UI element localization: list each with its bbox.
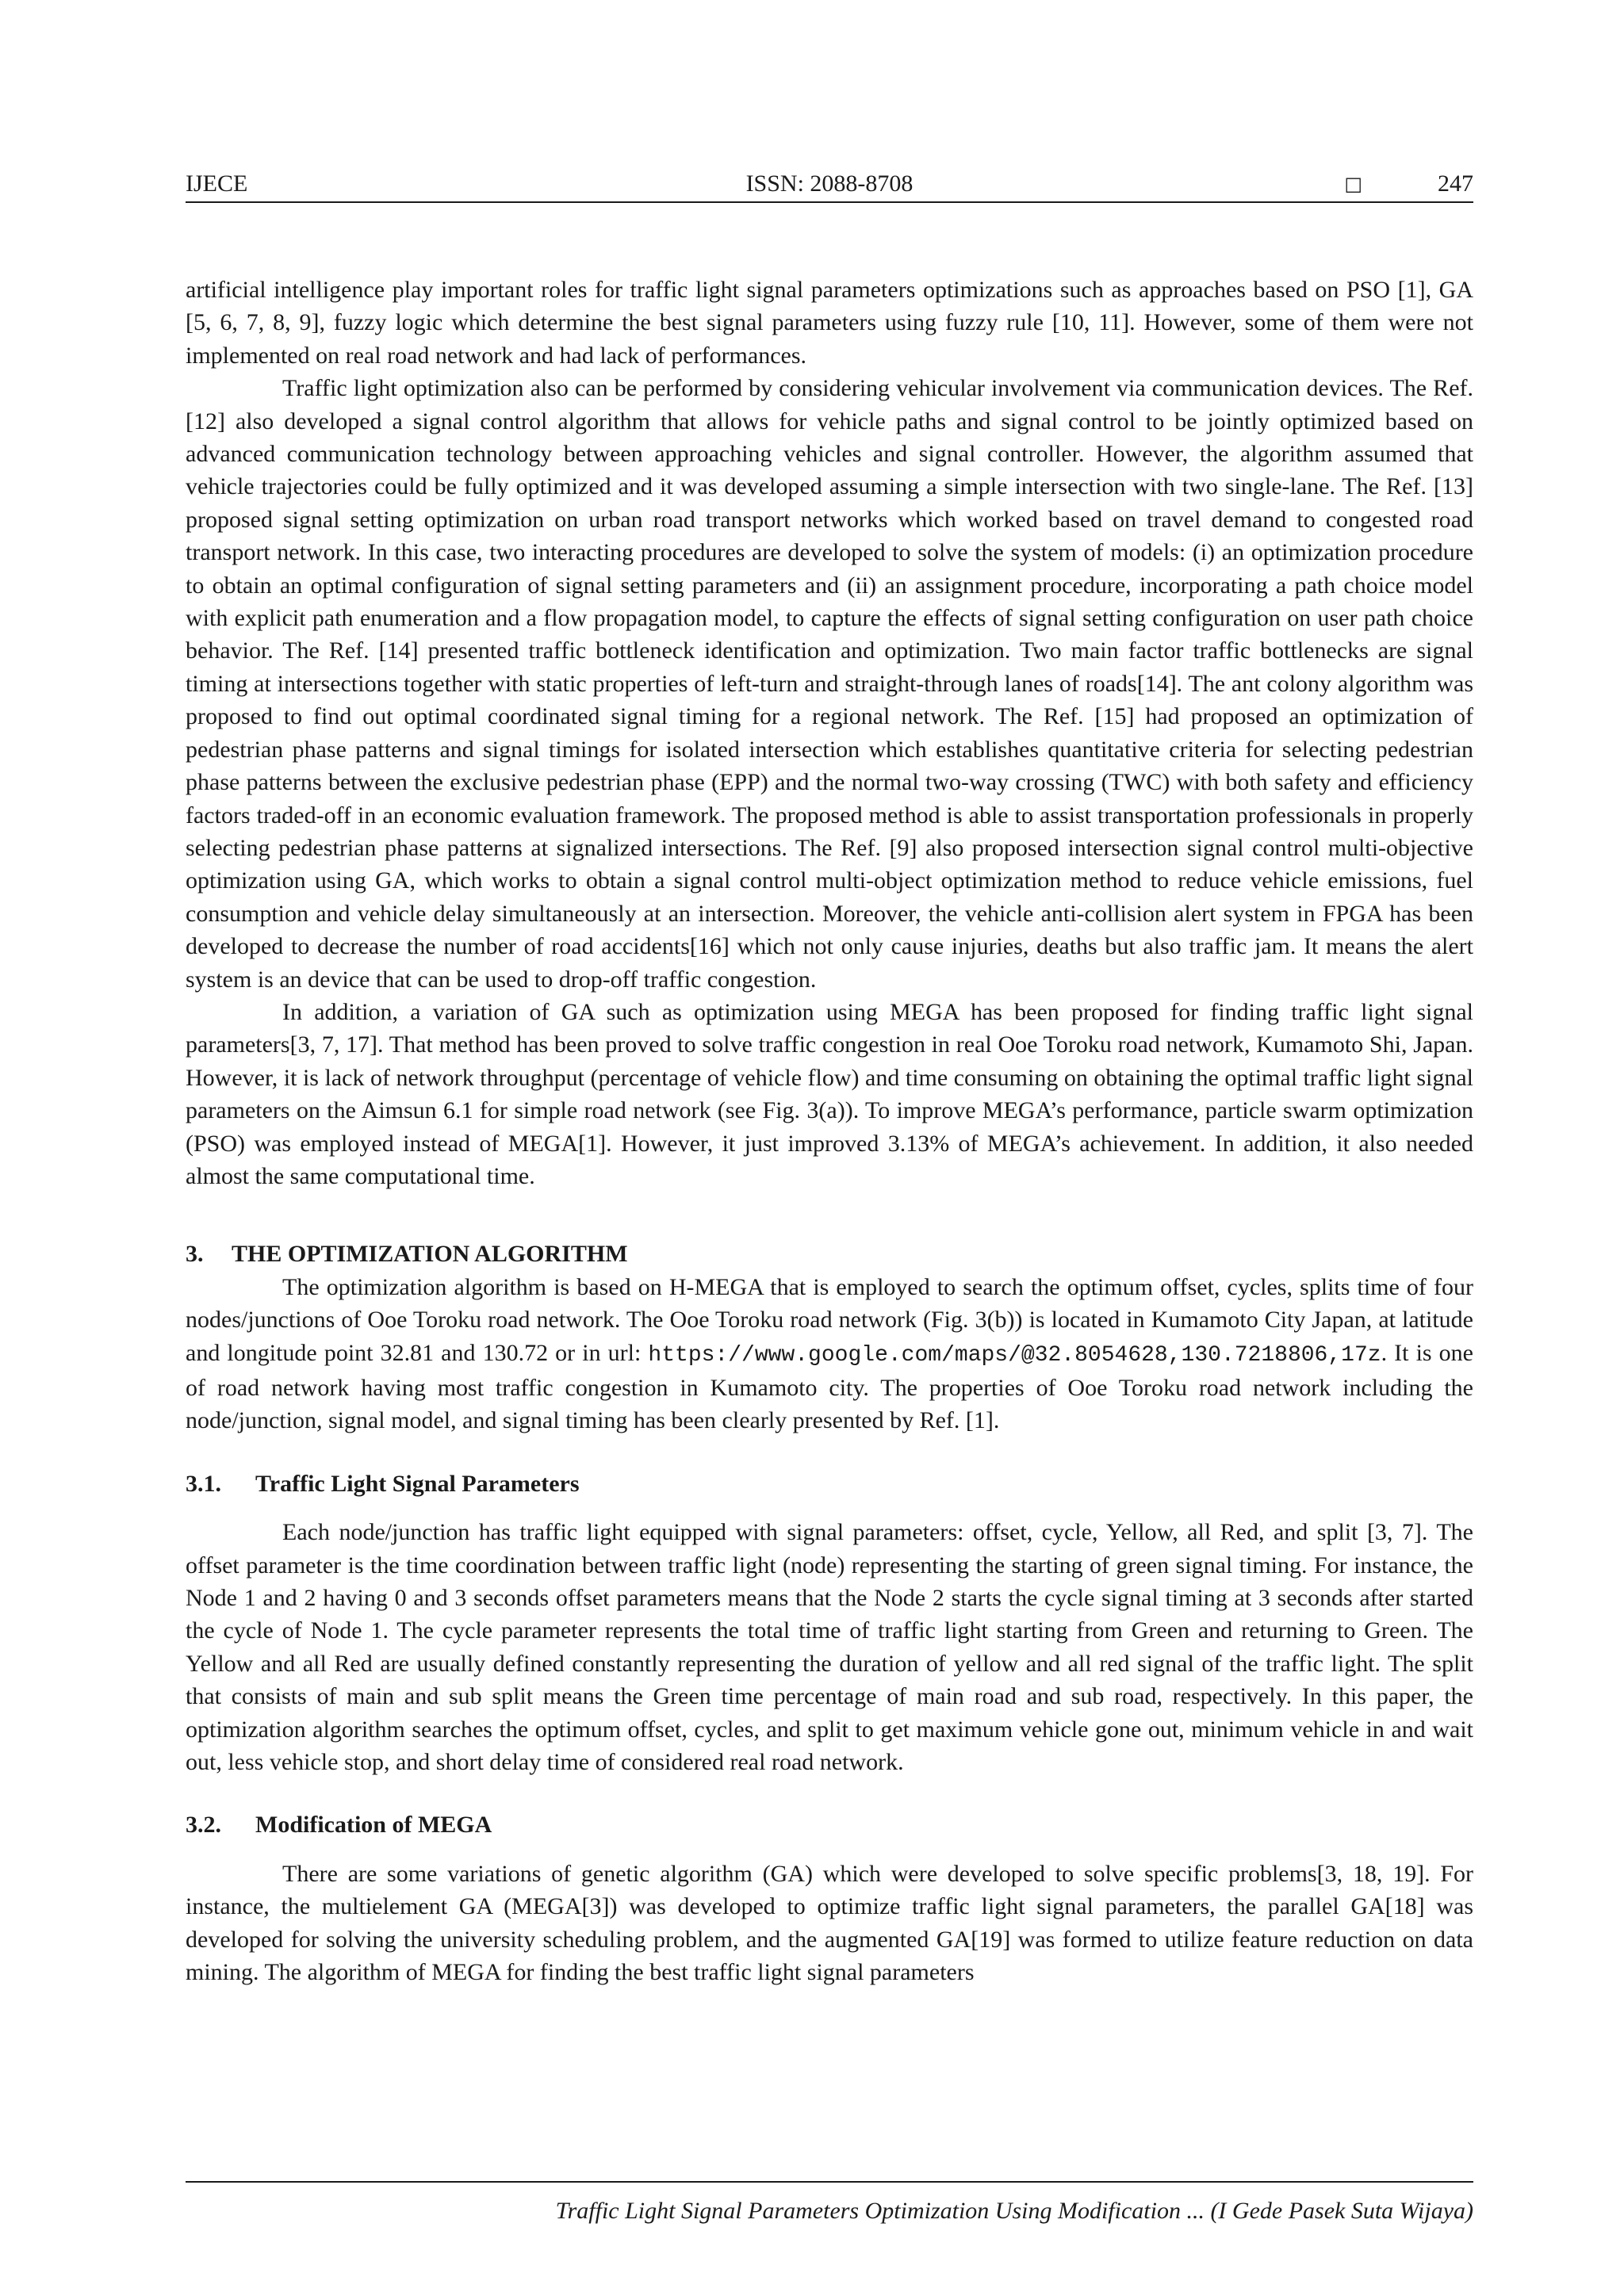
journal-name: IJECE xyxy=(186,170,248,197)
page-footer xyxy=(186,2181,1473,2229)
subsection-title: Modification of MEGA xyxy=(255,1812,492,1839)
issn-label: ISSN: 2088-8708 xyxy=(745,170,914,197)
subsection-number: 3.1. xyxy=(186,1470,221,1497)
subsection-number: 3.2. xyxy=(186,1812,221,1839)
section-heading xyxy=(186,1238,1473,1270)
page-number: 247 xyxy=(1438,170,1473,197)
subsection-heading-modification-mega xyxy=(186,1808,1473,1841)
body-text xyxy=(186,274,1473,1989)
section-text-end: . It is one of road network having most traffic congestion in Kumamoto city. The properties of Ooe Toroku road network including the node/junction, signal model, and signal timing has been clearly presented by Ref. [1]. xyxy=(186,1339,1473,1434)
paragraph-intro-1: artificial intelligence play important roles for traffic light signal parameters optimizations such as approaches based on PSO [1], GA [5, 6, 7, 8, 9], fuzzy logic which determine the best signal parameters using fuzzy rule [10, 11]. However, some of them were not implemented on real road network and had lack of performances. xyxy=(186,277,1473,369)
subsection-paragraph-signal-parameters: Each node/junction has traffic light equipped with signal parameters: offset, cycle, Yellow, all Red, and split [3, 7]. The offset parameter is the time coordination between traffic light (node) representing the starting of green signal timing. For instance, the Node 1 and 2 having 0 and 3 seconds offset parameters means that the Node 2 starts the cycle signal timing at 3 seconds after started the cycle of Node 1. The cycle parameter represents the total time of traffic light starting from Green and returning to Green. The Yellow and all Red are usually defined constantly representing the duration of yellow and all red signal of the traffic light. The split that consists of main and sub split means the Green time percentage of main road and sub road, respectively. In this paper, the optimization algorithm searches the optimum offset, cycles, and split to get maximum vehicle gone out, minimum vehicle in and wait out, less vehicle stop, and short delay time of considered real road network. xyxy=(186,1519,1473,1776)
square-marker-icon: □ xyxy=(1344,173,1362,195)
page-header xyxy=(186,166,1473,203)
section-paragraph xyxy=(186,1271,1473,1437)
paragraph-intro-2: Traffic light optimization also can be performed by considering vehicular involvement via communication devices. The Ref. [12] also developed a signal control algorithm that allows for vehicle paths and signal control to be jointly optimized based on advanced communication technology between approaching vehicles and signal controller. However, the algorithm assumed that vehicle trajectories could be fully optimized and it was developed assuming a simple intersection with two single-lane. The Ref. [13] proposed signal setting optimization on urban road transport networks which worked based on travel demand to congested road transport network. In this case, two interacting procedures are developed to solve the system of models: (i) an optimization procedure to obtain an optimal configuration of signal setting parameters and (ii) an assignment procedure, incorporating a path choice model with explicit path enumeration and a flow propagation model, to capture the effects of signal setting configuration on user path choice behavior. The Ref. [14] presented traffic bottleneck identification and optimization. Two main factor traffic bottlenecks are signal timing at intersections together with static properties of left-turn and straight-through lanes of roads[14]. The ant colony algorithm was proposed to find out optimal coordinated signal timing for a regional network. The Ref. [15] had proposed an optimization of pedestrian phase patterns and signal timings for isolated intersection which establishes quantitative criteria for selecting pedestrian phase patterns between the exclusive pedestrian phase (EPP) and the normal two-way crossing (TWC) with both safety and efficiency factors traded-off in an economic evaluation framework. The proposed method is able to assist transportation professionals in properly selecting pedestrian phase patterns at signalized intersections. The Ref. [9] also proposed intersection signal control multi-objective optimization using GA, which works to obtain a signal control multi-object optimization method to reduce vehicle emissions, fuel consumption and vehicle delay simultaneously at an intersection. Moreover, the vehicle anti-collision alert system in FPGA has been developed to decrease the number of road accidents[16] which not only cause injuries, deaths but also traffic jam. It means the alert system is an device that can be used to drop-off traffic congestion. xyxy=(186,375,1473,993)
section-text-start: The optimization algorithm is based on H-MEGA that is employed to search the optimum offset, cycles, splits time of four nodes/junctions of Ooe Toroku road network. The Ooe Toroku road network (Fig. 3(b)) is located in Kumamoto City Japan, at latitude and longitude point 32.81 and 130.72 or in url: xyxy=(186,1273,1473,1366)
section-number: 3. xyxy=(186,1241,204,1268)
subsection-heading-signal-parameters xyxy=(186,1468,1473,1500)
section-title: THE OPTIMIZATION ALGORITHM xyxy=(232,1241,628,1268)
paragraph-intro-3: In addition, a variation of GA such as optimization using MEGA has been proposed for finding traffic light signal parameters[3, 7, 17]. That method has been proved to solve traffic congestion in real Ooe Toroku road network, Kumamoto Shi, Japan. However, it is lack of network throughput (percentage of vehicle flow) and time consuming on obtaining the optimal traffic light signal parameters on the Aimsun 6.1 for simple road network (see Fig. 3(a)). To improve MEGA’s performance, particle swarm optimization (PSO) was employed instead of MEGA[1]. However, it just improved 3.13% of MEGA’s achievement. In addition, it also needed almost the same computational time. xyxy=(186,998,1473,1189)
running-title: Traffic Light Signal Parameters Optimization Using Modification ... (I Gede Pasek Suta Wijaya) xyxy=(555,2198,1473,2224)
subsection-title: Traffic Light Signal Parameters xyxy=(255,1470,580,1497)
subsection-paragraph-modification-mega: There are some variations of genetic algorithm (GA) which were developed to solve specific problems[3, 18, 19]. For instance, the multielement GA (MEGA[3]) was developed to optimize traffic light signal parameters, the parallel GA[18] was developed for solving the university scheduling problem, and the augmented GA[19] was formed to utilize feature reduction on data mining. The algorithm of MEGA for finding the best traffic light signal parameters xyxy=(186,1860,1473,1986)
map-url-link[interactable]: https://www.google.com/maps/@32.8054628,130.7218806,17z xyxy=(648,1342,1381,1368)
